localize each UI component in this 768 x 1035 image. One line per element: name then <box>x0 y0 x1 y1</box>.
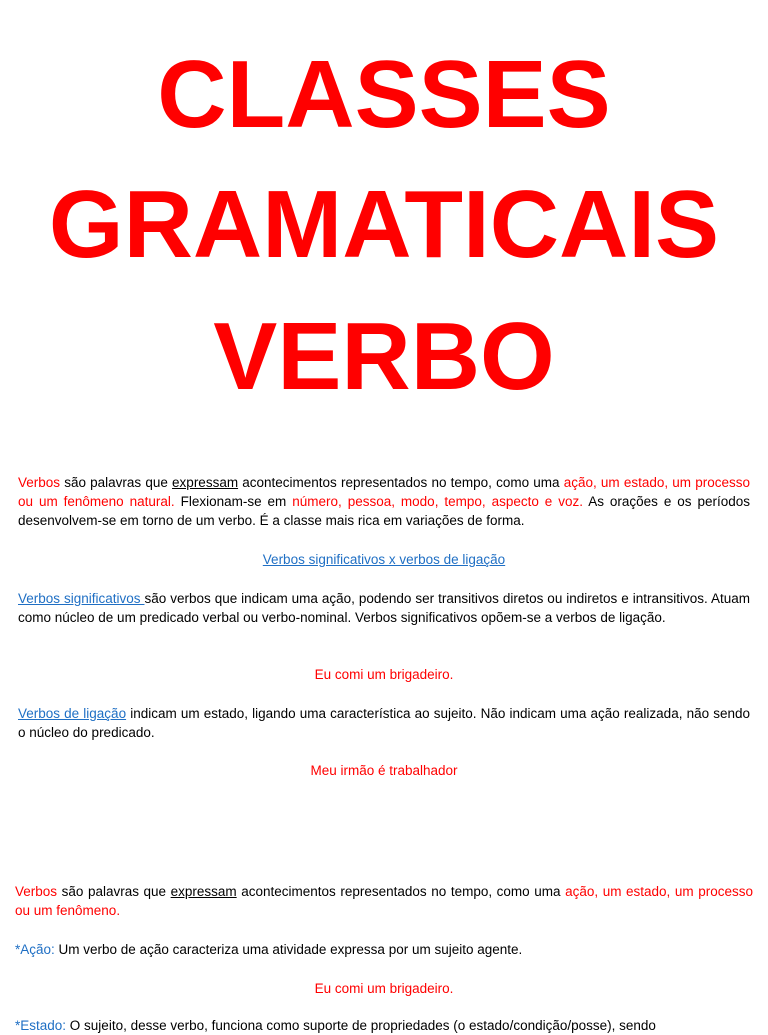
underlined-word: expressam <box>170 884 237 899</box>
subtitle-link[interactable]: Verbos significativos x verbos de ligação <box>262 552 506 567</box>
verbos-definition-paragraph <box>18 473 750 530</box>
example-sentence: Eu comi um brigadeiro. <box>314 667 454 682</box>
title-line-2: GRAMATICAIS <box>48 171 720 278</box>
title-line-1: CLASSES <box>157 41 611 148</box>
acao-paragraph <box>15 940 753 959</box>
highlight-red: ação, um estado, um processo ou um fenômeno. <box>15 884 753 918</box>
verbos-definition-paragraph-2 <box>15 882 753 920</box>
acao-label: *Ação: <box>15 942 55 957</box>
text-fragment: O sujeito, desse verbo, funciona como suporte de propriedades (o estado/condição/posse), sendo <box>66 1018 656 1033</box>
section-subtitle <box>0 550 768 569</box>
text-fragment: indicam um estado, ligando uma característica ao sujeito. Não indicam uma ação realizada, não sendo o núcleo do predicado. <box>18 706 751 740</box>
text-fragment: são verbos que indicam uma ação, podendo ser transitivos diretos ou indiretos e intransitivos. Atuam como núcleo de um predicado verbal ou verbo-nominal. Verbos significativos opõem-se a verbos de ligação. <box>18 591 750 625</box>
text-fragment: Um verbo de ação caracteriza uma atividade expressa por um sujeito agente. <box>54 942 523 957</box>
verbos-de-ligacao-paragraph <box>18 704 750 742</box>
example-sentence: Meu irmão é trabalhador <box>310 763 458 778</box>
text-fragment: Flexionam-se em <box>174 494 293 509</box>
text-fragment: acontecimentos representados no tempo, como uma <box>236 884 566 899</box>
underlined-word: expressam <box>172 475 239 490</box>
highlight-red: número, pessoa, modo, tempo, aspecto e voz. <box>292 494 583 509</box>
title-line-3: VERBO <box>213 303 555 410</box>
estado-paragraph <box>15 1016 753 1035</box>
verbos-de-ligacao-link[interactable]: Verbos de ligação <box>18 706 127 721</box>
verbos-significativos-paragraph <box>18 589 750 627</box>
verbos-word: Verbos <box>15 884 58 899</box>
text-fragment: são palavras que <box>60 475 173 490</box>
text-fragment: acontecimentos representados no tempo, como uma <box>238 475 564 490</box>
example-sentence: Eu comi um brigadeiro. <box>314 981 454 996</box>
verbos-significativos-link[interactable]: Verbos significativos <box>18 591 145 606</box>
estado-label: *Estado: <box>15 1018 67 1033</box>
text-fragment: são palavras que <box>57 884 171 899</box>
verbos-word: Verbos <box>18 475 61 490</box>
text-fragment: As orações e os períodos desenvolvem-se em torno de um verbo. É a classe mais rica em variações de forma. <box>18 494 751 528</box>
highlight-red: ação, um estado, um processo ou um fenômeno natural. <box>18 475 750 509</box>
